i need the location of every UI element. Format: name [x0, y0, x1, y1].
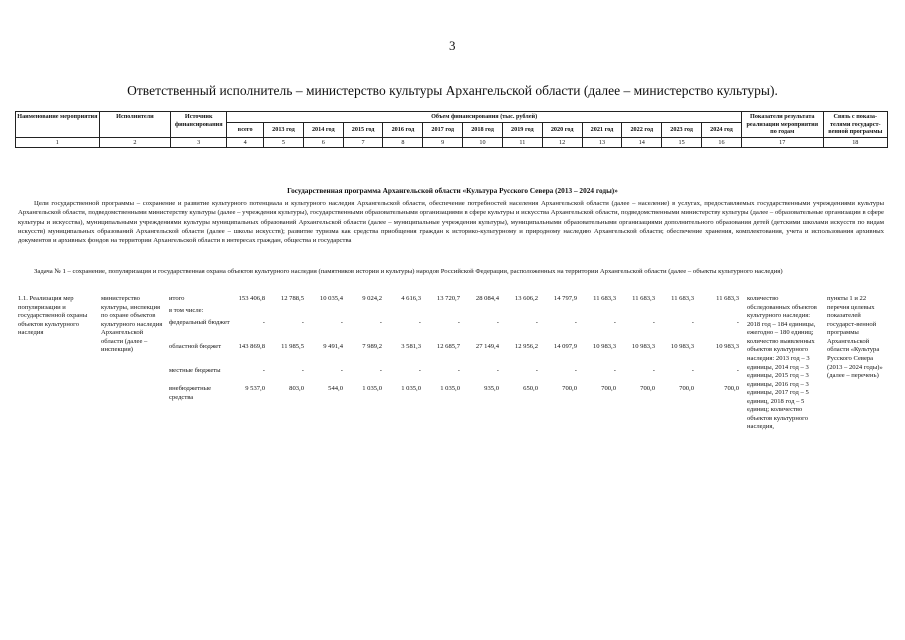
funding-value: -	[613, 319, 616, 326]
column-number: 5	[264, 137, 304, 148]
funding-source-label: федеральный бюджет	[169, 319, 230, 326]
funding-value: 803,0	[289, 385, 304, 392]
program-title: Государственная программа Архангельской области «Культура Русского Севера (2013 – 2024 годы)»	[287, 186, 618, 195]
funding-value: -	[652, 367, 655, 374]
column-number: 16	[701, 137, 741, 148]
col-year-header: 2014 год	[303, 122, 343, 137]
col-measure-header: Наименование мероприятия	[16, 112, 100, 138]
funding-value: 9 491,4	[323, 343, 343, 350]
measure-name-cell: 1.1. Реализация мер популяризации и государственной охраны объектов культурного наследия	[18, 295, 88, 337]
funding-value: 12 685,7	[436, 343, 460, 350]
funding-source-label: в том числе:	[169, 307, 204, 314]
funding-source-label: внебюджетные средства	[169, 385, 212, 401]
funding-value: 14 797,9	[553, 295, 577, 302]
funding-value: -	[340, 319, 343, 326]
funding-value: 10 983,3	[592, 343, 616, 350]
funding-value: -	[613, 367, 616, 374]
funding-value: 11 683,3	[632, 295, 655, 302]
funding-value: 10 983,3	[670, 343, 694, 350]
column-number: 11	[502, 137, 542, 148]
column-number: 4	[227, 137, 264, 148]
funding-value: -	[496, 367, 499, 374]
funding-value: -	[736, 367, 739, 374]
funding-value: 935,0	[484, 385, 499, 392]
funding-value: 143 869,8	[238, 343, 265, 350]
col-year-header: 2021 год	[582, 122, 622, 137]
column-number: 13	[582, 137, 622, 148]
col-total-header: всего	[227, 122, 264, 137]
funding-value: 11 683,3	[593, 295, 616, 302]
funding-value: 10 983,3	[631, 343, 655, 350]
funding-source-label: итого	[169, 295, 185, 302]
funding-value: -	[301, 367, 304, 374]
column-number-row	[16, 137, 888, 148]
funding-value: 700,0	[640, 385, 655, 392]
funding-value: 10 983,3	[715, 343, 739, 350]
funding-value: 11 985,5	[281, 343, 304, 350]
page-heading: Ответственный исполнитель – министерство культуры Архангельской области (далее – министерство культуры).	[127, 83, 778, 98]
funding-value: -	[418, 367, 421, 374]
funding-value: 700,0	[562, 385, 577, 392]
funding-value: 4 616,3	[401, 295, 421, 302]
col-volume-header: Объем финансирования (тыс. рублей)	[227, 112, 742, 123]
funding-value: 28 084,4	[475, 295, 499, 302]
funding-value: -	[574, 319, 577, 326]
funding-value: -	[418, 319, 421, 326]
program-link-cell: пункты 1 и 22 перечня целевых показателей государст-венной программы Архангельской области «Культура Русского Севера (2013 – 2024 годы)» (далее – перечень)	[827, 295, 883, 380]
column-number: 1	[16, 137, 100, 148]
col-year-header: 2022 год	[622, 122, 662, 137]
funding-value: 153 406,8	[238, 295, 265, 302]
col-year-header: 2013 год	[264, 122, 304, 137]
column-number: 17	[741, 137, 823, 148]
funding-value: 1 035,0	[362, 385, 382, 392]
col-year-header: 2015 год	[343, 122, 383, 137]
funding-value: 10 035,4	[319, 295, 343, 302]
funding-source-label: областной бюджет	[169, 343, 222, 350]
col-indicator-header: Показатели результата реализации мероприятия по годам	[741, 112, 823, 138]
funding-value: -	[496, 319, 499, 326]
funding-value: 9 537,0	[245, 385, 265, 392]
column-number: 9	[423, 137, 463, 148]
funding-value: -	[301, 319, 304, 326]
col-year-header: 2019 год	[502, 122, 542, 137]
column-number: 14	[622, 137, 662, 148]
funding-value: -	[262, 367, 265, 374]
column-number: 8	[383, 137, 423, 148]
funding-value: 7 989,2	[362, 343, 382, 350]
column-number: 10	[463, 137, 503, 148]
page-number: 3	[449, 38, 456, 53]
executor-cell: министерство культуры, инспекция по охране объектов культурного наследия Архангельской области (далее – инспекция)	[101, 295, 163, 354]
task-text: Задача № 1 – сохранение, популяризация и государственная охрана объектов культурного наследия (памятников истории и культуры) народов Российской Федерации, расположенных на территории Архангельской области (далее – объекты культурного наследия)	[34, 268, 783, 275]
funding-value: 14 097,9	[553, 343, 577, 350]
column-number: 3	[171, 137, 227, 148]
funding-value: 1 035,0	[440, 385, 460, 392]
col-executors-header: Исполнители	[99, 112, 170, 138]
col-year-header: 2016 год	[383, 122, 423, 137]
funding-value: -	[691, 319, 694, 326]
funding-value: 27 149,4	[475, 343, 499, 350]
funding-value: 700,0	[601, 385, 616, 392]
program-goal-text: Цели государственной программы – сохранение и развитие культурного потенциала и культурного наследия Архангельской области, обеспечение потребностей населения Архангельской области (далее – население) в услугах, предоставляемых государственными учреждениями культуры Архангельской области, подведомственными министерству культуры (далее – учреждения культуры), государственными образовательными организациями в сфере культуры и искусства Архангельской области, подведомственными министерству культуры (далее – образовательные организации в сфере культуры и искусства), муниципальными учреждениями культуры муниципальных образований Архангельской области (далее – муниципальные учреждения культуры), муниципальными образовательными организациями дополнительного образования детей (детскими школами искусств по видам искусств) муниципальных образований Архангельской области (далее – школы искусств); развитие туризма как средства приобщения граждан к историко-культурному и природному наследию Архангельской области; обеспечение хранения, комплектования, учета и использования архивных документов и архивных фондов на территории Архангельской области в интересах граждан, общества и государства	[18, 200, 884, 244]
funding-value: 13 720,7	[436, 295, 460, 302]
funding-value: 11 683,3	[671, 295, 694, 302]
column-number: 18	[823, 137, 887, 148]
col-year-header: 2023 год	[662, 122, 702, 137]
funding-value: -	[457, 319, 460, 326]
financing-table-header	[15, 111, 888, 148]
funding-value: 12 788,5	[280, 295, 304, 302]
column-number: 6	[303, 137, 343, 148]
funding-value: -	[379, 367, 382, 374]
col-year-header: 2017 год	[423, 122, 463, 137]
funding-value: 544,0	[328, 385, 343, 392]
funding-value: 1 035,0	[401, 385, 421, 392]
column-number: 15	[662, 137, 702, 148]
funding-value: 9 024,2	[362, 295, 382, 302]
col-source-header: Источник финансирования	[171, 112, 227, 138]
funding-value: 650,0	[523, 385, 538, 392]
indicator-cell: количество обследованных объектов культурного наследия: 2018 год – 184 единицы, ежегодно – 180 единиц; количество выявленных объектов культурного наследия: 2013 год – 3 единицы, 2014 год – 3 единицы, 2015 год – 3 единицы, 2016 год – 3 единицы, 2017 год – 5 единиц, 2018 год – 5 единиц; количество объектов культурного наследия,	[747, 295, 817, 431]
funding-source-label: местные бюджеты	[169, 367, 221, 374]
col-year-header: 2020 год	[542, 122, 582, 137]
funding-value: -	[691, 367, 694, 374]
funding-value: -	[652, 319, 655, 326]
funding-value: 11 683,3	[716, 295, 739, 302]
funding-value: 700,0	[724, 385, 739, 392]
col-link-header: Связь с показа-телями государст-венной программы	[823, 112, 887, 138]
funding-value: -	[535, 319, 538, 326]
funding-value: -	[535, 367, 538, 374]
column-number: 2	[99, 137, 170, 148]
funding-value: -	[736, 319, 739, 326]
funding-value: -	[340, 367, 343, 374]
column-number: 7	[343, 137, 383, 148]
funding-value: 13 606,2	[514, 295, 538, 302]
col-year-header: 2024 год	[701, 122, 741, 137]
funding-value: -	[457, 367, 460, 374]
col-year-header: 2018 год	[463, 122, 503, 137]
funding-value: -	[262, 319, 265, 326]
funding-value: 3 581,3	[401, 343, 421, 350]
funding-value: -	[574, 367, 577, 374]
funding-value: -	[379, 319, 382, 326]
funding-value: 700,0	[679, 385, 694, 392]
column-number: 12	[542, 137, 582, 148]
funding-value: 12 956,2	[514, 343, 538, 350]
